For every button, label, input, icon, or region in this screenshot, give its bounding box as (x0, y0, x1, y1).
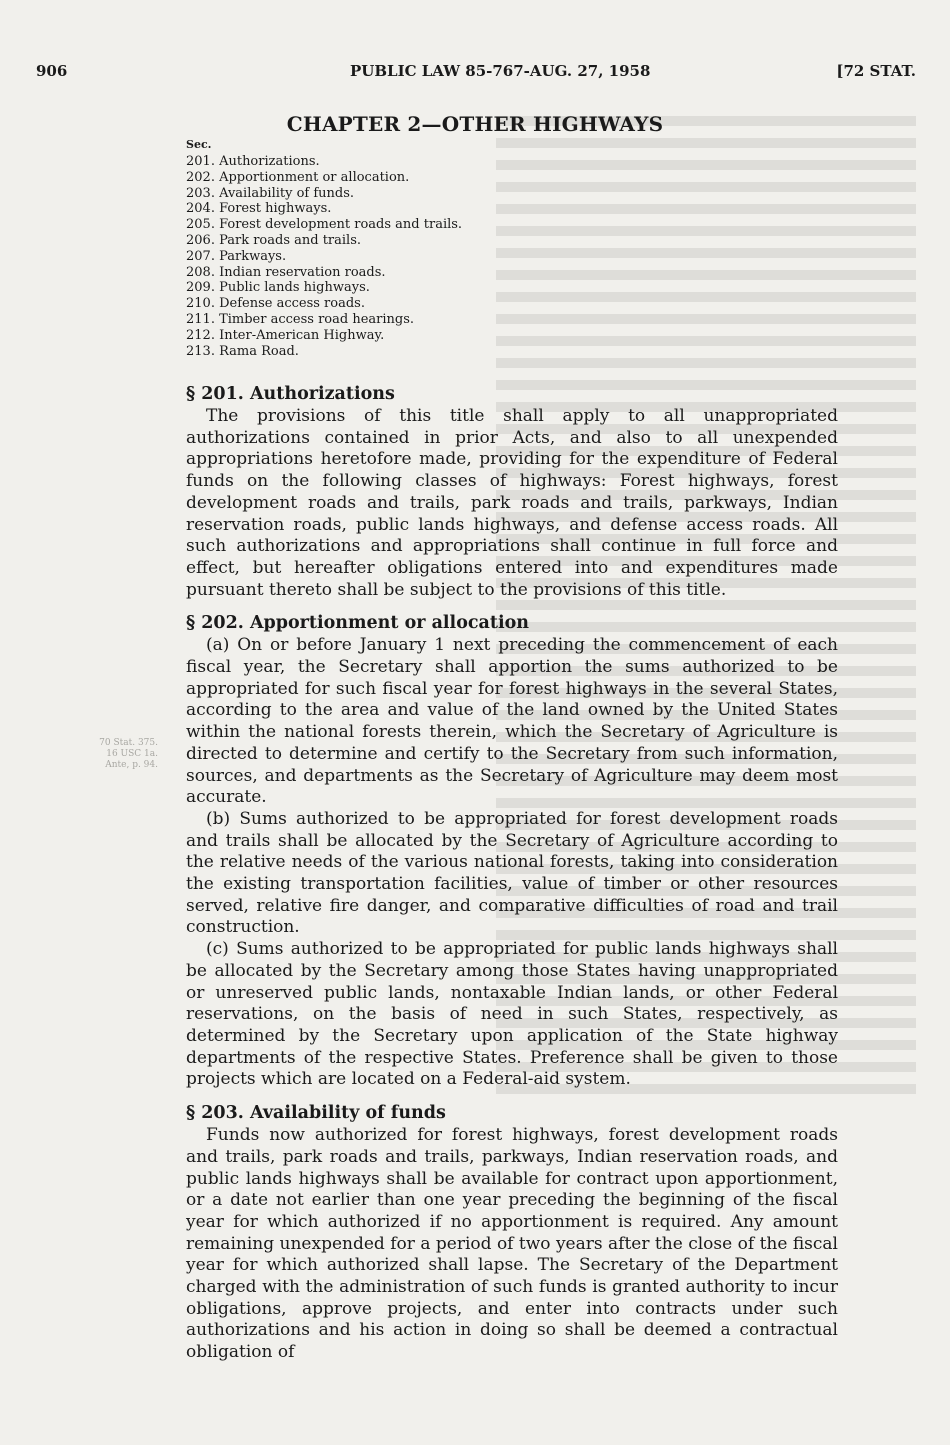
chapter-title: CHAPTER 2—OTHER HIGHWAYS (286, 112, 664, 136)
section-table-of-contents (186, 154, 462, 359)
section-203-heading: § 203. Availability of funds (186, 1103, 446, 1124)
toc-item: 204. Forest highways. (186, 201, 332, 217)
section-203-paragraph: Funds now authorized for forest highways, forest development roads and trails, park roads and trails, parkways, Indian reservation roads, and public lands highways shall be available for contract upon apportionment, or a date not earlier than one year preceding the beginning of the fiscal year for which authorized if no apportionment is required. Any amount remaining unexpended for a period of two years after the close of the fiscal year for which authorized shall lapse. The Secretary of the Department charged with the administration of such funds is granted authority to incur obligations, approve projects, and enter into contracts under such authorizations and his action in doing so shall be deemed a contractual obligation of (186, 1125, 838, 1363)
toc-item: 207. Parkways. (186, 248, 287, 264)
toc-item: 209. Public lands highways. (186, 280, 370, 296)
section-202-paragraph-c: (c) Sums authorized to be appropriated for public lands highways shall be allocated by the Secretary among those States having unappropriated or unreserved public lands, nontaxable Indian lands, or other Federal reservations, on the basis of need in such States, respectively, as determined by the Secretary upon application of the State highway departments of the respective States. Preference shall be given to those projects which are located on a Federal-aid system. (186, 939, 838, 1090)
toc-item: 213. Rama Road. (186, 343, 299, 359)
toc-item: 206. Park roads and trails. (186, 232, 362, 248)
section-202-paragraph-b: (b) Sums authorized to be appropriated for forest development roads and trails shall be allocated by the Secretary of Agriculture according to the relative needs of the various national forests, taking into consideration the existing transportation facilities, value of timber or other resources served, relative fire danger, and comparative difficulties of road and trail construction. (186, 808, 838, 938)
section-202-paragraph-a: (a) On or before January 1 next preceding the commencement of each fiscal year, the Secretary shall apportion the sums authorized to be appropriated for such fiscal year for forest highways in the several States, according to the area and value of the land owned by the United States within the national forests therein, which the Secretary of Agriculture is directed to determine and certify to the Secretary from such information, sources, and departments as the Secretary of Agriculture may deem most accurate. (186, 635, 838, 808)
margin-citation-line: Ante, p. 94. (105, 760, 158, 770)
toc-item: 211. Timber access road hearings. (186, 311, 415, 327)
toc-item: 212. Inter-American Highway. (186, 327, 385, 343)
toc-item: 208. Indian reservation roads. (186, 264, 386, 280)
toc-item: 202. Apportionment or allocation. (186, 169, 410, 185)
section-201-heading: § 201. Authorizations (186, 384, 395, 404)
toc-item: 201. Authorizations. (186, 154, 320, 169)
body-text (186, 382, 838, 1364)
margin-citation-line: 16 USC 1a. (106, 749, 158, 759)
section-201-paragraph: The provisions of this title shall apply to all unappropriated authorizations contained in prior Acts, and also to all unexpended appropriations heretofore made, providing for the expenditure of Federal funds on the following classes of highways: Forest highways, forest development roads and trails, park roads and trails, parkways, Indian reservation roads, public lands highways, and defense access roads. All such authorizations and appropriations shall continue in full force and effect, but hereafter obligations entered into and expenditures made pursuant thereto shall be subject to the provisions of this title. (186, 406, 838, 600)
section-202-heading: § 202. Apportionment or allocation (186, 613, 529, 634)
running-head: PUBLIC LAW 85-767-AUG. 27, 1958 (350, 62, 651, 80)
page-header (36, 62, 916, 88)
margin-citation-line: 70 Stat. 375. (99, 738, 158, 748)
page-number: 906 (36, 62, 68, 80)
toc-item: 205. Forest development roads and trails. (186, 217, 463, 233)
margin-citation (84, 738, 158, 771)
toc-item: 210. Defense access roads. (186, 296, 365, 312)
toc-item: 203. Availability of funds. (186, 185, 355, 201)
statute-reference: [72 STAT. (836, 62, 916, 80)
sec-label: Sec. (186, 138, 212, 151)
